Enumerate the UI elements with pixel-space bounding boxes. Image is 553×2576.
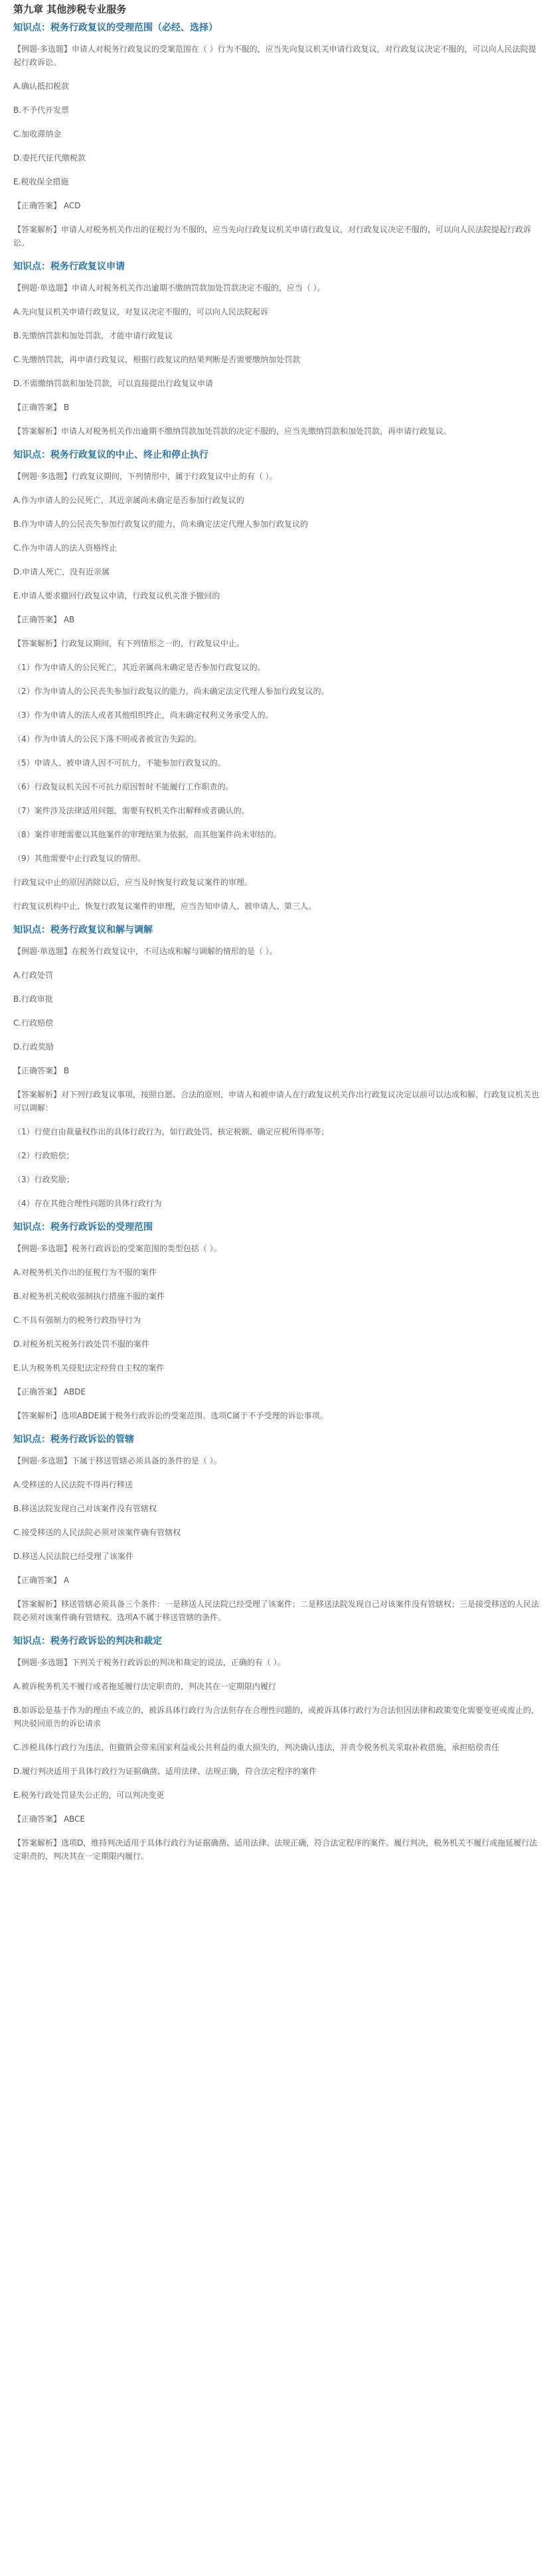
option-a: A.被诉税务机关不履行或者拖延履行法定职责的，判决其在一定期限内履行 <box>13 1682 276 1691</box>
option-c: C.加收滞纳金 <box>13 129 62 139</box>
correct-answer: 【正确答案】 ABCE <box>13 1814 86 1824</box>
section-title: 知识点：税务行政诉讼的管辖 <box>13 1434 134 1445</box>
option-c: C.作为申请人的法人资格终止 <box>13 543 118 553</box>
example-question: 【例题·多选题】下列关于税务行政诉讼的判决和裁定的说法，正确的有（ ）。 <box>13 1658 285 1667</box>
option-b: B.不予代开发票 <box>13 105 70 115</box>
section-title: 知识点：税务行政复议的中止、终止和停止执行 <box>13 450 208 460</box>
example-question: 【例题·单选题】在税务行政复议中，不可达成和解与调解的情形的是（ ）。 <box>13 947 277 956</box>
option-b: B.移送法院发现自己对该案件没有管辖权 <box>13 1504 157 1513</box>
chapter-title: 第九章 其他涉税专业服务 <box>13 3 127 15</box>
correct-answer: 【正确答案】 AB <box>13 615 75 624</box>
option-d: D.不需缴纳罚款和加处罚款，可以直接提出行政复议申请 <box>13 379 214 388</box>
option-c: C.先缴纳罚款，再申请行政复议，根据行政复议的结果判断是否需要缴纳加处罚款 <box>13 355 301 364</box>
answer-analysis: 【答案解析】申请人对税务机关作出的征税行为不服的，应当先向行政复议机关申请行政复议，对行政复议决定不服的，可以向人民法院提起行政诉讼。 <box>13 225 532 247</box>
analysis-item: （3）行政奖励； <box>13 1175 74 1184</box>
answer-analysis: 【答案解析】移送管辖必须具备三个条件：一是移送人民法院已经受理了该案件；二是移送法院发现自己对该案件没有管辖权；三是接受移送的人民法院必须对该案件确有管辖权。选项A不属于移送管辖的条件。 <box>13 1599 540 1622</box>
section-title: 知识点：税务行政复议的受理范围（必经、选择） <box>13 23 218 33</box>
example-question: 【例题·单选题】申请人对税务机关作出逾期不缴纳罚款加处罚款决定不服的，应当（ ）。 <box>13 283 325 293</box>
example-question: 【例题·多选题】税务行政诉讼的受案范围的类型包括（ ）。 <box>13 1244 222 1253</box>
option-d: D.移送人民法院已经受理了该案件 <box>13 1552 134 1561</box>
correct-answer: 【正确答案】 A <box>13 1576 70 1585</box>
option-d: D.履行判决适用于具体行政行为证据确凿、适用法律、法规正确，符合法定程序的案件 <box>13 1767 317 1776</box>
analysis-item: （1）作为申请人的公民死亡，其近亲属尚未确定是否参加行政复议的。 <box>13 663 266 672</box>
correct-answer: 【正确答案】 B <box>13 403 70 412</box>
answer-analysis: 【答案解析】申请人对税务机关作出逾期不缴纳罚款加处罚款的决定不服的，应当先缴纳罚款和加处罚款，再申请行政复议。 <box>13 427 452 436</box>
option-a: A.行政处罚 <box>13 971 53 980</box>
option-d: D.申请人死亡，没有近亲属 <box>13 567 110 576</box>
section-title: 知识点：税务行政诉讼的判决和裁定 <box>13 1636 162 1647</box>
analysis-item: （8）案件审理需要以其他案件的审理结果为依据，而其他案件尚未审结的。 <box>13 830 281 839</box>
example-question: 【例题·多选题】行政复议期间，下列情形中，属于行政复议中止的有（ ）。 <box>13 472 277 481</box>
analysis-item: （4）存在其他合理性问题的具体行政行为 <box>13 1199 162 1208</box>
option-c: C.不具有强制力的税务行政指导行为 <box>13 1316 141 1325</box>
option-b: B.作为申请人的公民丧失参加行政复议的能力，尚未确定法定代理人参加行政复议的 <box>13 519 309 529</box>
option-d: D.行政奖励 <box>13 1042 54 1051</box>
analysis-note: 行政复议机构中止、恢复行政复议案件的审理，应当告知申请人、被申请人、第三人。 <box>13 902 317 911</box>
option-b: B.如诉讼是基于作为的理由不成立的，被诉具体行政行为合法但存在合理性问题的，或被诉具体行政行为合法但因法律和政策变化需要变更或废止的，判决驳回原告的诉讼请求 <box>13 1706 540 1728</box>
option-c: C.涉税具体行政行为违法，但撤销会带来国家利益或公共利益的重大损失的，判决确认违法，并责令税务机关采取补救措施，承担赔偿责任 <box>13 1743 500 1752</box>
analysis-item: （7）案件涉及法律适用问题，需要有权机关作出解释或者确认的。 <box>13 806 250 815</box>
analysis-item: （2）行政赔偿； <box>13 1151 74 1160</box>
analysis-item: （6）行政复议机关因不可抗力原因暂时不能履行工作职责的。 <box>13 782 234 791</box>
option-b: B.对税务机关税收强制执行措施不服的案件 <box>13 1292 165 1301</box>
option-e: E.申请人要求撤回行政复议申请，行政复议机关准予撤回的 <box>13 591 220 600</box>
option-b: B.行政审批 <box>13 994 54 1004</box>
answer-analysis: 【答案解析】对下列行政复议事项，按照自愿、合法的原则，申请人和被申请人在行政复议机关作出行政复议决定以前可以达成和解，行政复议机关也可以调解： <box>13 1090 540 1113</box>
example-question: 【例题·多选题】申请人对税务行政复议的受案范围在（ ）行为不服的，应当先向复议机关申请行政复议，对行政复议决定不服的，可以向人民法院提起行政诉讼。 <box>13 44 536 67</box>
option-a: A.确认抵扣税款 <box>13 82 69 91</box>
section-title: 知识点：税务行政复议和解与调解 <box>13 925 153 935</box>
example-question: 【例题·多选题】下属于移送管辖必须具备的条件的是（ ）。 <box>13 1456 222 1465</box>
correct-answer: 【正确答案】 ACD <box>13 201 81 210</box>
option-b: B.先缴纳罚款和加处罚款，才能申请行政复议 <box>13 331 173 340</box>
answer-analysis: 【答案解析】选项D，维持判决适用于具体行政行为证据确凿、适用法律、法规正确，符合法定程序的案件。履行判决，税务机关不履行或拖延履行法定职责的，判决其在一定期限内履行。 <box>13 1838 538 1861</box>
analysis-note: 行政复议中止的原因消除以后，应当及时恢复行政复议案件的审理。 <box>13 878 253 887</box>
analysis-item: （3）作为申请人的法人或者其他组织终止，尚未确定权利义务承受人的。 <box>13 711 274 720</box>
option-e: E.税收保全措施 <box>13 177 69 186</box>
option-d: D.对税务机关税务行政处罚不服的案件 <box>13 1339 150 1349</box>
option-a: A.对税务机关作出的征税行为不服的案件 <box>13 1268 157 1277</box>
option-c: C.行政赔偿 <box>13 1018 54 1028</box>
analysis-item: （5）申请人、被申请人因不可抗力，不能参加行政复议的。 <box>13 758 226 768</box>
answer-analysis: 【答案解析】行政复议期间，有下列情形之一的，行政复议中止。 <box>13 639 245 648</box>
option-a: A.受移送的人民法院不得再行移送 <box>13 1480 133 1489</box>
option-e: E.税务行政处罚显失公正的，可以判决变更 <box>13 1791 165 1800</box>
answer-analysis: 【答案解析】选项ABDE属于税务行政诉讼的受案范围。选项C属于不予受理的诉讼事项。 <box>13 1411 328 1420</box>
option-e: E.认为税务机关侵犯法定经营自主权的案件 <box>13 1363 165 1373</box>
section-title: 知识点：税务行政复议申请 <box>13 261 125 272</box>
option-c: C.接受移送的人民法院必须对该案件确有管辖权 <box>13 1528 181 1537</box>
analysis-item: （1）行使自由裁量权作出的具体行政行为，如行政处罚、核定税额、确定应税所得率等； <box>13 1127 329 1136</box>
correct-answer: 【正确答案】 ABDE <box>13 1387 86 1396</box>
correct-answer: 【正确答案】 B <box>13 1066 70 1075</box>
option-d: D.委托代征代缴税款 <box>13 153 86 163</box>
option-a: A.先向复议机关申请行政复议，对复议决定不服的，可以向人民法院起诉 <box>13 307 268 316</box>
option-a: A.作为申请人的公民死亡，其近亲属尚未确定是否参加行政复议的 <box>13 496 244 505</box>
analysis-item: （4）作为申请人的公民下落不明或者被宣告失踪的。 <box>13 734 202 744</box>
analysis-item: （9）其他需要中止行政复议的情形。 <box>13 854 146 863</box>
analysis-item: （2）作为申请人的公民丧失参加行政复议的能力，尚未确定法定代理人参加行政复议的。 <box>13 687 329 696</box>
section-title: 知识点：税务行政诉讼的受理范围 <box>13 1222 153 1233</box>
